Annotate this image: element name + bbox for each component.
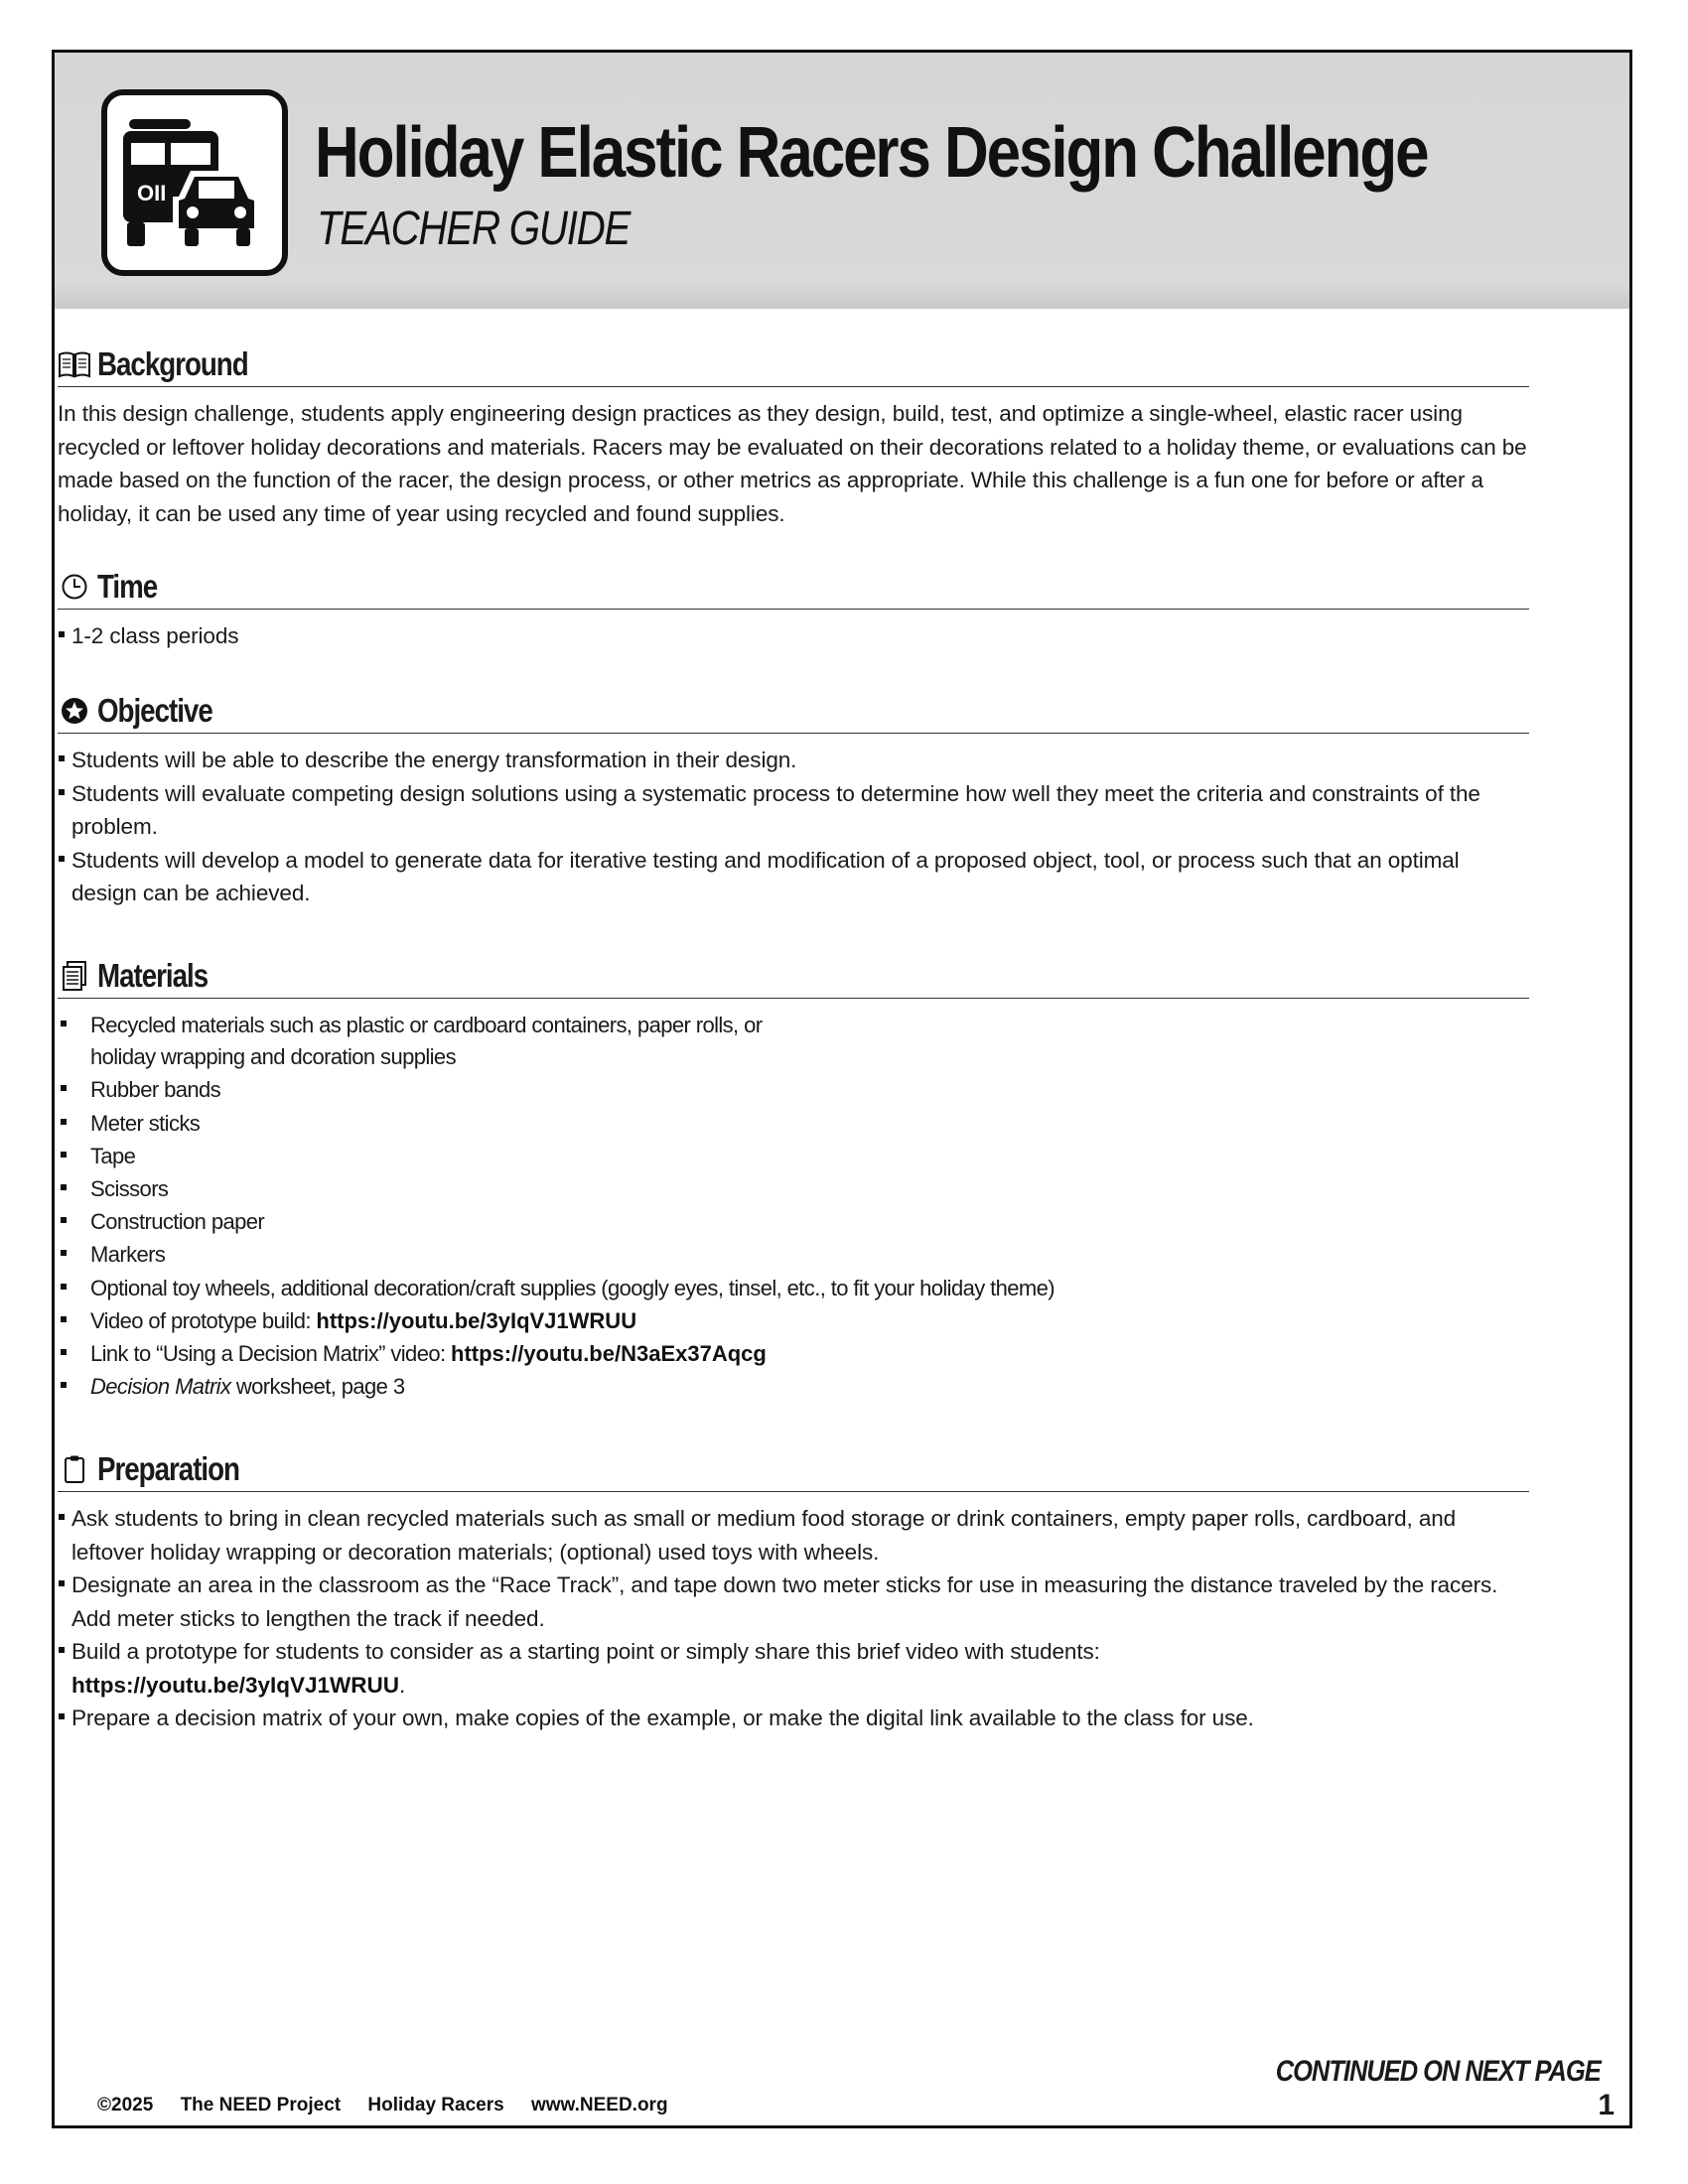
copyright: ©2025 [97,2095,154,2116]
video-link[interactable]: https://youtu.be/3yIqVJ1WRUU [316,1307,637,1333]
list-item: Designate an area in the classroom as the “Race Track”, and tape down two meter sticks for use in measuring the distance traveled by the racers. Add meter sticks to lengthen the track if needed. [58,1569,1529,1635]
materials-title: Materials [97,957,209,994]
list-item: Scissors [58,1172,1529,1205]
website[interactable]: www.NEED.org [530,2095,668,2116]
clock-icon [58,570,91,604]
star-icon [58,694,91,728]
prep-end: . [399,1672,406,1698]
background-text: In this design challenge, students apply engineering design practices as they design, build, test, and optimize a single-wheel, elastic racer using recycled or leftover holiday decorations and materials. Racers may be evaluated on their decorations related to a holiday theme, or evaluations can be made based on the function of the racer, the design process, or other metrics as appropriate. While this challenge is a fun one for before or after a holiday, it can be used any time of year using recycled and found supplies. [58,401,1527,526]
document-subtitle: TEACHER GUIDE [317,203,631,255]
list-item: Tape [58,1140,1529,1172]
background-title: Background [97,345,248,382]
list-item: Markers [58,1238,1529,1271]
continued-note: CONTINUED ON NEXT PAGE [1275,2055,1601,2088]
list-item: 1-2 class periods [58,619,1529,653]
list-item: Students will be able to describe the energy transformation in their design. [58,744,1529,777]
objective-heading [58,689,1529,734]
list-item: Ask students to bring in clean recycled materials such as small or medium food storage or drink containers, empty paper rolls, cardboard, and leftover holiday wrapping or decoration materials; (optional) used toys with wheels. [58,1502,1529,1569]
list-item: Rubber bands [58,1073,1529,1106]
time-heading [58,565,1529,610]
organization: The NEED Project [180,2095,342,2116]
list-item: Students will evaluate competing design solutions using a systematic process to determine how well they meet the criteria and constraints of the problem. [58,777,1529,844]
worksheet-title: Decision Matrix [90,1374,231,1400]
list-item: Students will develop a model to generate data for iterative testing and modification of a proposed object, tool, or process such that an optimal design can be achieved. [58,844,1529,910]
list-item [58,1304,1529,1337]
list-item [58,1635,1529,1702]
vehicles-icon [101,89,288,276]
page-number: 1 [1598,2089,1615,2121]
preparation-section [58,1447,1529,1735]
list-item: Meter sticks [58,1107,1529,1140]
list-item: holiday wrapping and dcoration supplies [90,1044,456,1070]
worksheet-text: worksheet, page 3 [230,1374,405,1400]
objective-section [58,689,1529,910]
clipboard-icon [58,1452,91,1486]
video-label: Video of prototype build: [90,1307,317,1333]
document-title: Holiday Elastic Racers Design Challenge [315,113,1428,193]
footer [97,2095,690,2116]
list-item: Recycled materials such as plastic or cardboard containers, paper rolls, or [58,1009,1529,1041]
time-title: Time [97,568,158,605]
preparation-title: Preparation [97,1450,239,1487]
background-section [58,342,1529,530]
svg-text:OII: OII [137,181,167,205]
time-section [58,565,1529,653]
document-name: Holiday Racers [367,2095,504,2116]
background-heading [58,342,1529,387]
list-item: Optional toy wheels, additional decoration/craft supplies (googly eyes, tinsel, etc., to fit your holiday theme) [58,1272,1529,1304]
book-icon [58,347,91,381]
header-band [55,53,1629,309]
objective-title: Objective [97,692,212,729]
materials-section [58,954,1529,1403]
matrix-video-link[interactable]: https://youtu.be/N3aEx37Aqcg [451,1341,767,1367]
materials-heading [58,954,1529,999]
matrix-video-label: Link to “Using a Decision Matrix” video: [90,1341,451,1367]
list-item [58,1337,1529,1370]
documents-icon [58,959,91,993]
prototype-video-link[interactable]: https://youtu.be/3yIqVJ1WRUU [71,1672,400,1698]
prep-text: Build a prototype for students to consider as a starting point or simply share this brief video with students: [71,1639,1100,1664]
list-item: Prepare a decision matrix of your own, make copies of the example, or make the digital link available to the class for use. [58,1702,1529,1735]
list-item: Construction paper [58,1205,1529,1238]
preparation-heading [58,1447,1529,1492]
list-item [58,1370,1529,1403]
